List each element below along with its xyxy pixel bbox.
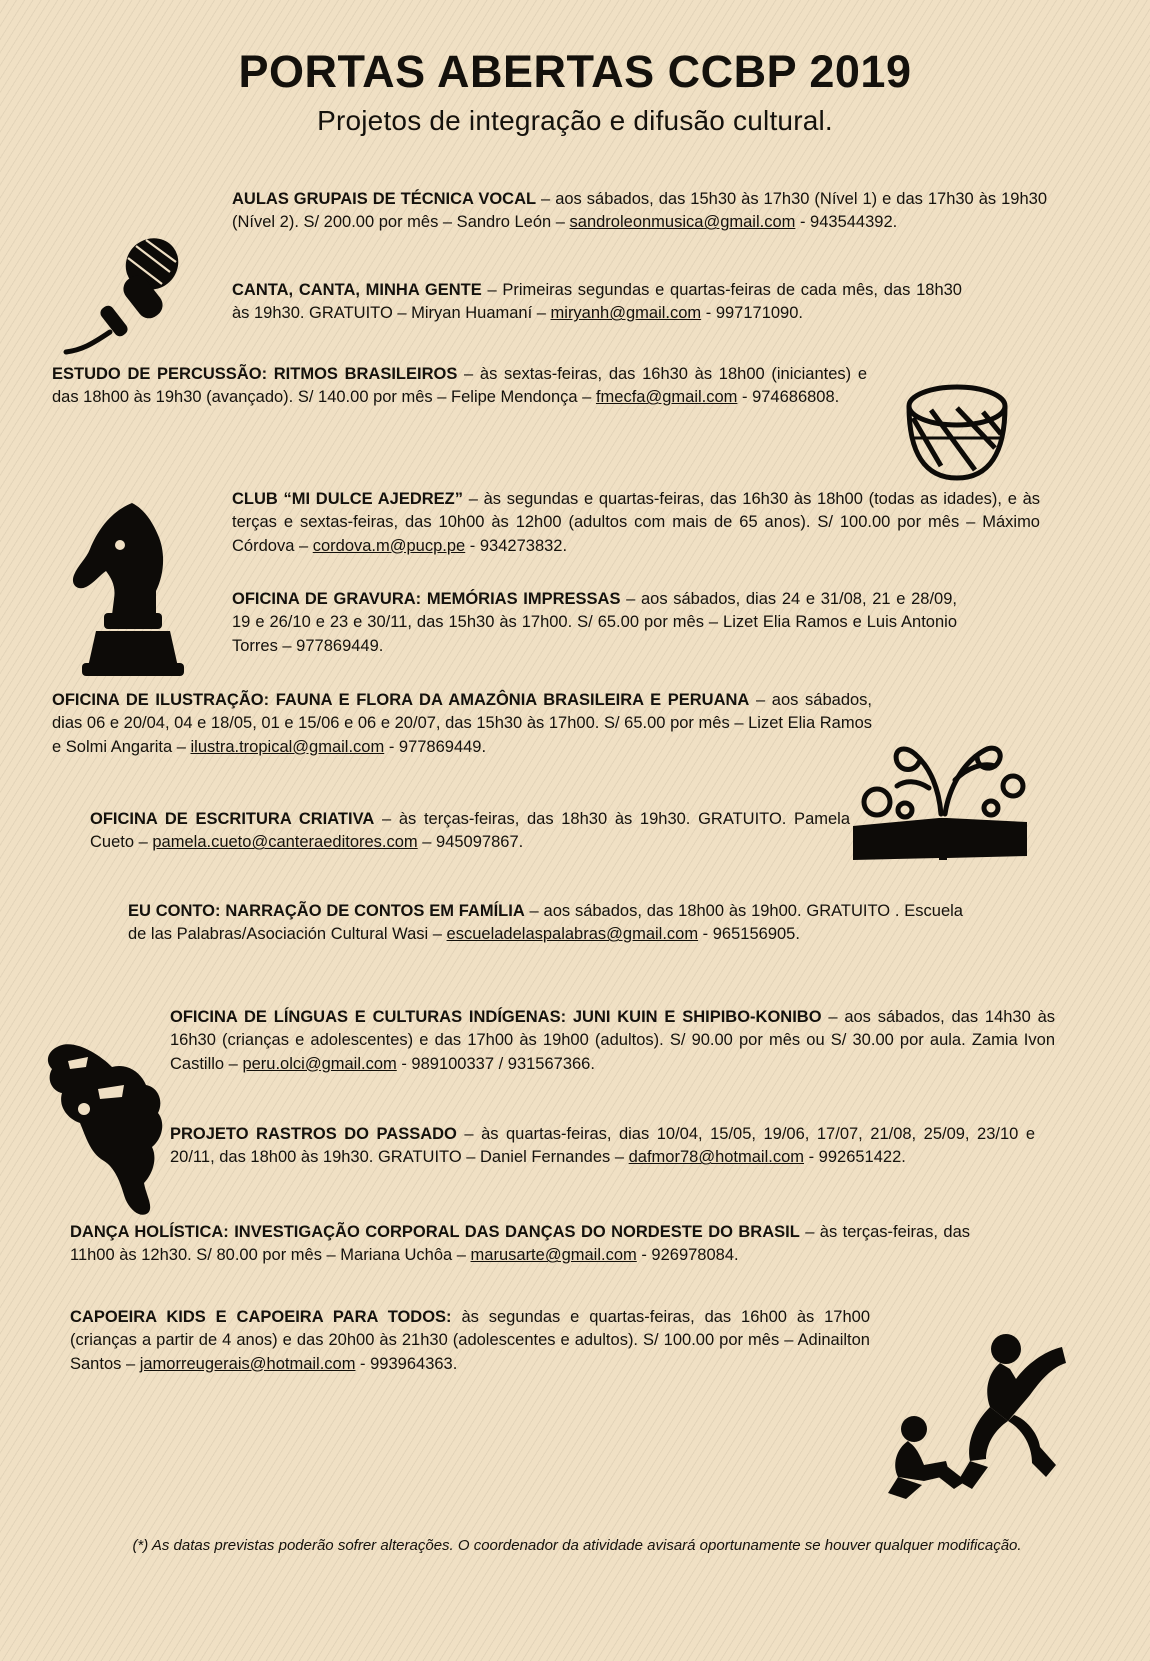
activity-name: OFICINA DE LÍNGUAS E CULTURAS INDÍGENAS: JUNI KUIN E SHIPIBO-KONIBO bbox=[170, 1007, 822, 1026]
activity-phone: – 945097867. bbox=[417, 833, 524, 852]
list-item bbox=[52, 363, 867, 410]
activity-name: CLUB “MI DULCE AJEDREZ” bbox=[232, 489, 463, 508]
activity-email-link[interactable]: fmecfa@gmail.com bbox=[595, 388, 738, 407]
list-item bbox=[70, 1221, 970, 1268]
list-item bbox=[90, 808, 850, 855]
activity-details: – Primeiras segundas e quartas-feiras de cada mês, das 18h30 às 19h30. GRATUITO – Miryan Huamaní – bbox=[232, 280, 962, 323]
activity-name: CAPOEIRA KIDS E CAPOEIRA PARA TODOS: bbox=[70, 1307, 452, 1326]
activity-details: – aos sábados, das 14h30 às 16h30 (crianças e adolescentes) e das 17h00 às 19h00 (adultos). S/ 90.00 por mês ou S/ 30.00 por aula. Zamia Ivon Castillo – bbox=[170, 1007, 1055, 1073]
activity-name: CANTA, CANTA, MINHA GENTE bbox=[232, 280, 482, 299]
activity-email-link[interactable]: marusarte@gmail.com bbox=[470, 1246, 637, 1265]
list-item bbox=[232, 279, 962, 326]
activity-email-link[interactable]: jamorreugerais@hotmail.com bbox=[139, 1354, 356, 1373]
activity-phone: - 926978084. bbox=[636, 1246, 739, 1265]
activity-name: AULAS GRUPAIS DE TÉCNICA VOCAL bbox=[232, 189, 537, 208]
activity-email-link[interactable]: miryanh@gmail.com bbox=[550, 304, 702, 323]
activity-name: PROJETO RASTROS DO PASSADO bbox=[170, 1124, 457, 1143]
activity-phone: - 934273832. bbox=[465, 536, 568, 555]
list-item bbox=[232, 588, 957, 658]
activity-email-link[interactable]: peru.olci@gmail.com bbox=[242, 1054, 397, 1073]
activity-details: – às segundas e quartas-feiras, das 16h30 às 18h00 (todas as idades), e às terças e sextas-feiras, das 10h00 às 12h00 (adultos com mais de 65 anos). S/ 100.00 por mês – Máximo Córdova – bbox=[232, 489, 1040, 555]
microphone-illustration bbox=[52, 232, 202, 372]
drum-illustration bbox=[895, 378, 1020, 488]
list-item bbox=[170, 1006, 1055, 1076]
activity-phone: - 993964363. bbox=[355, 1354, 458, 1373]
activity-details: – às quartas-feiras, dias 10/04, 15/05, 19/06, 17/07, 21/08, 25/09, 23/10 e 20/11, das 18h00 às 19h30. GRATUITO – Daniel Fernandes – bbox=[170, 1124, 1035, 1167]
list-item bbox=[70, 1306, 870, 1376]
activity-phone: - 989100337 / 931567366. bbox=[396, 1054, 595, 1073]
activity-email-link[interactable]: escueladelaspalabras@gmail.com bbox=[446, 925, 699, 944]
list-item bbox=[232, 488, 1040, 558]
open-book-plant-illustration bbox=[845, 710, 1035, 870]
south-america-map-illustration bbox=[28, 1035, 178, 1225]
list-item bbox=[232, 188, 1047, 235]
activity-name: OFICINA DE GRAVURA: MEMÓRIAS IMPRESSAS bbox=[232, 589, 621, 608]
page-subtitle: Projetos de integração e difusão cultural. bbox=[317, 105, 833, 137]
activity-email-link[interactable]: cordova.m@pucp.pe bbox=[312, 536, 466, 555]
activity-details: – às sextas-feiras, das 16h30 às 18h00 (iniciantes) e das 18h00 às 19h30 (avançado). S/ 140.00 por mês – Felipe Mendonça – bbox=[52, 364, 867, 407]
footnote: (*) As datas previstas poderão sofrer alterações. O coordenador da atividade avisará oportunamente se houver qualquer modificação. bbox=[132, 1537, 1022, 1554]
activity-details: às segundas e quartas-feiras, das 16h00 às 17h00 (crianças a partir de 4 anos) e das 20h00 às 21h30 (adolescentes e adultos). S/ 100.00 por mês – Adinailton Santos – bbox=[70, 1307, 871, 1373]
activity-details: – aos sábados, dias 06 e 20/04, 04 e 18/05, 01 e 15/06 e 06 e 20/07, das 15h30 às 17h00. S/ 65.00 por mês – Lizet Elia Ramos e Solmi Angarita – bbox=[52, 690, 873, 756]
activity-email-link[interactable]: dafmor78@hotmail.com bbox=[628, 1148, 805, 1167]
activity-phone: - 997171090. bbox=[701, 304, 803, 323]
activity-details: – aos sábados, dias 24 e 31/08, 21 e 28/09, 19 e 26/10 e 23 e 30/11, das 15h30 às 17h00. S/ 65.00 por mês – Lizet Elia Ramos e Luis Antonio Torres – 977869449. bbox=[232, 589, 957, 655]
activity-name: OFICINA DE ESCRITURA CRIATIVA bbox=[90, 809, 375, 828]
activity-name: DANÇA HOLÍSTICA: INVESTIGAÇÃO CORPORAL DAS DANÇAS DO NORDESTE DO BRASIL bbox=[70, 1222, 800, 1241]
activity-name: EU CONTO: NARRAÇÃO DE CONTOS EM FAMÍLIA bbox=[128, 901, 525, 920]
activity-phone: - 974686808. bbox=[737, 388, 840, 407]
activity-phone: - 965156905. bbox=[698, 925, 800, 944]
activity-phone: - 943544392. bbox=[795, 213, 898, 232]
page-title: PORTAS ABERTAS CCBP 2019 bbox=[238, 46, 912, 97]
capoeira-dancers-illustration bbox=[880, 1325, 1080, 1505]
activity-email-link[interactable]: ilustra.tropical@gmail.com bbox=[190, 737, 385, 756]
activity-name: ESTUDO DE PERCUSSÃO: RITMOS BRASILEIROS bbox=[52, 364, 458, 383]
activity-email-link[interactable]: pamela.cueto@canteraeditores.com bbox=[152, 833, 418, 852]
chess-knight-illustration bbox=[60, 495, 200, 680]
list-item bbox=[170, 1123, 1035, 1170]
activity-email-link[interactable]: sandroleonmusica@gmail.com bbox=[569, 213, 796, 232]
activity-details: – às terças-feiras, das 11h00 às 12h30. S/ 80.00 por mês – Mariana Uchôa – bbox=[70, 1222, 971, 1265]
activity-details: – aos sábados, das 15h30 às 17h30 (Nível 1) e das 17h30 às 19h30 (Nível 2). S/ 200.00 por mês – Sandro León – bbox=[232, 189, 1047, 232]
activity-details: – às terças-feiras, das 18h30 às 19h30. GRATUITO. Pamela Cueto – bbox=[90, 809, 851, 852]
activity-phone: - 977869449. bbox=[384, 737, 487, 756]
activity-details: – aos sábados, das 18h00 às 19h00. GRATUITO . Escuela de las Palabras/Asociación Cultural Wasi – bbox=[128, 901, 963, 944]
list-item bbox=[128, 900, 963, 947]
activity-name: OFICINA DE ILUSTRAÇÃO: FAUNA E FLORA DA AMAZÔNIA BRASILEIRA E PERUANA bbox=[52, 690, 750, 709]
poster-header bbox=[0, 0, 1150, 137]
list-item bbox=[52, 689, 872, 759]
activity-phone: - 992651422. bbox=[804, 1148, 906, 1167]
